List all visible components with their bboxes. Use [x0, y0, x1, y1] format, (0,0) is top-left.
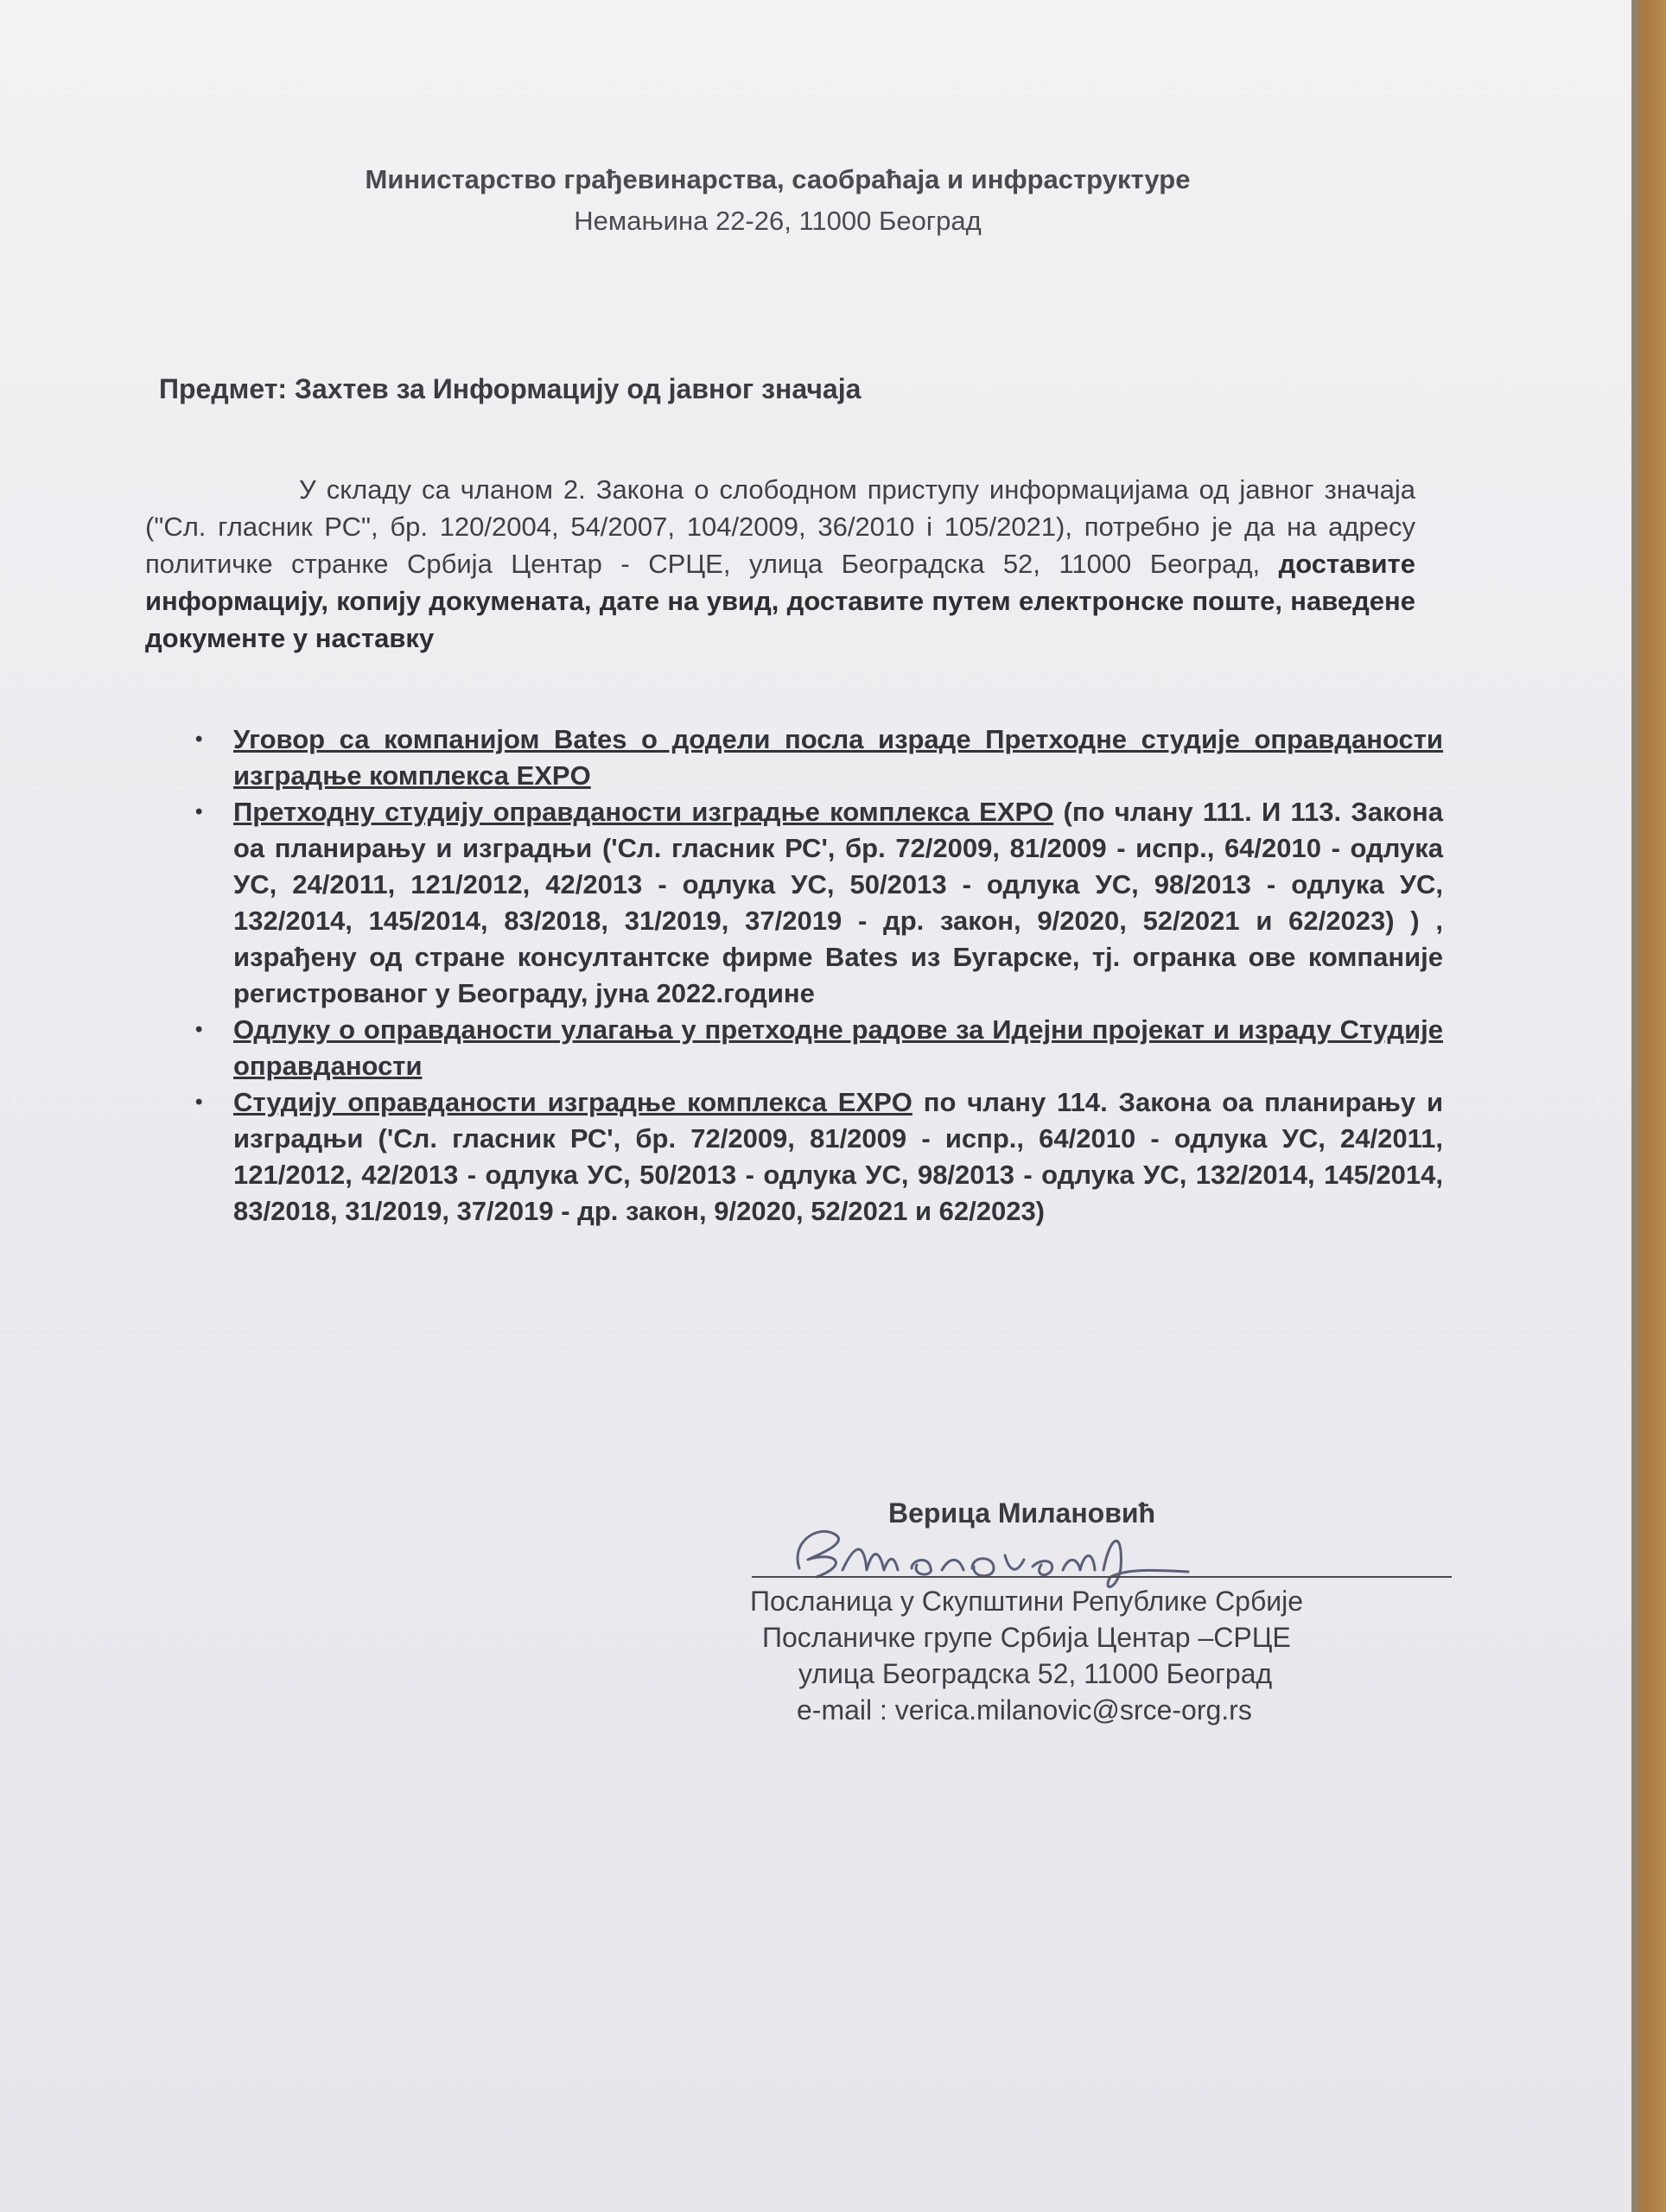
requested-documents-list — [173, 721, 1443, 1230]
signatory-group: Посланичке групе Србија Центар –СРЦЕ — [762, 1622, 1291, 1653]
list-item — [173, 1084, 1443, 1230]
bullet-icon: • — [195, 1018, 203, 1041]
handwritten-signature — [782, 1508, 1231, 1594]
signatory-title: Посланица у Скупштини Републике Србије — [750, 1586, 1304, 1617]
bullet-icon: • — [195, 800, 203, 823]
list-item — [173, 721, 1443, 794]
item-details: (по члану 111. И 113. Закона оа планирању и изградњи ('Сл. гласник РС', бр. 72/2009, 81/2009 - испр., 64/2010 - одлука УС, 24/2011, 121/2012, 42/2013 - одлука УС, 50/2013 - одлука УС, 98/2013 - одлука УС, 132/2014, 145/2014, 83/2018, 31/2019, 37/2019 - др. закон, 9/2020, 52/2021 и 62/2023) ) , израђену од стране консултантске фирме Bates из Бугарске, тј. огранка ове компаније регистрованог у Београду, јуна 2022.године — [233, 797, 1443, 1008]
item-title: Одлуку о оправданости улагања у претходне радове за Идејни пројекат и израду Студије оправданости — [233, 1014, 1443, 1081]
bullet-icon: • — [195, 1090, 203, 1114]
list-item — [173, 794, 1443, 1012]
intro-paragraph — [145, 471, 1415, 657]
item-details: по члану 114. Закона оа планирању и изградњи ('Сл. гласник РС', бр. 72/2009, 81/2009 - испр., 64/2010 - одлука УС, 24/2011, 121/2012, 42/2013 - одлука УС, 50/2013 - одлука УС, 98/2013 - одлука УС, 132/2014, 145/2014, 83/2018, 31/2019, 37/2019 - др. закон, 9/2020, 52/2021 и 62/2023) — [233, 1087, 1443, 1226]
intro-bold-text: доставите информацију, копију докумената, дате на увид, доставите путем електронске поште, наведене документе у наставку — [145, 549, 1415, 653]
intro-regular-text: У складу са чланом 2. Закона о слободном приступу информацијама од јавног значаја ("Сл. гласник РС", бр. 120/2004, 54/2007, 104/2009, 36/2010 i 105/2021), потребно је да на адресу политичке странке Србија Центар - СРЦЕ, улица Београдска 52, 11000 Београд, — [145, 474, 1415, 579]
signatory-name: Верица Милановић — [888, 1497, 1156, 1529]
list-item — [173, 1012, 1443, 1084]
signatory-address: улица Београдска 52, 11000 Београд — [798, 1658, 1273, 1689]
recipient-ministry: Министарство грађевинарства, саобраћаја и инфраструктуре — [365, 164, 1191, 194]
table-surface — [1631, 0, 1666, 2212]
signatory-details — [750, 1583, 1467, 1728]
signature-line — [752, 1576, 1452, 1578]
recipient-address: Немањина 22-26, 11000 Београд — [574, 206, 982, 236]
item-title: Студију оправданости изградње комплекса EXPO — [233, 1087, 912, 1117]
subject-line: Предмет: Захтев за Информацију од јавног значаја — [159, 373, 862, 404]
signatory-email: e-mail : verica.milanovic@srce-org.rs — [797, 1694, 1252, 1726]
item-title: Претходну студију оправданости изградње комплекса EXPO — [233, 797, 1054, 827]
item-title: Уговор са компанијом Bates о додели посла израде Претходне студије оправданости изградње комплекса EXPO — [233, 724, 1443, 791]
bullet-icon: • — [195, 728, 203, 751]
